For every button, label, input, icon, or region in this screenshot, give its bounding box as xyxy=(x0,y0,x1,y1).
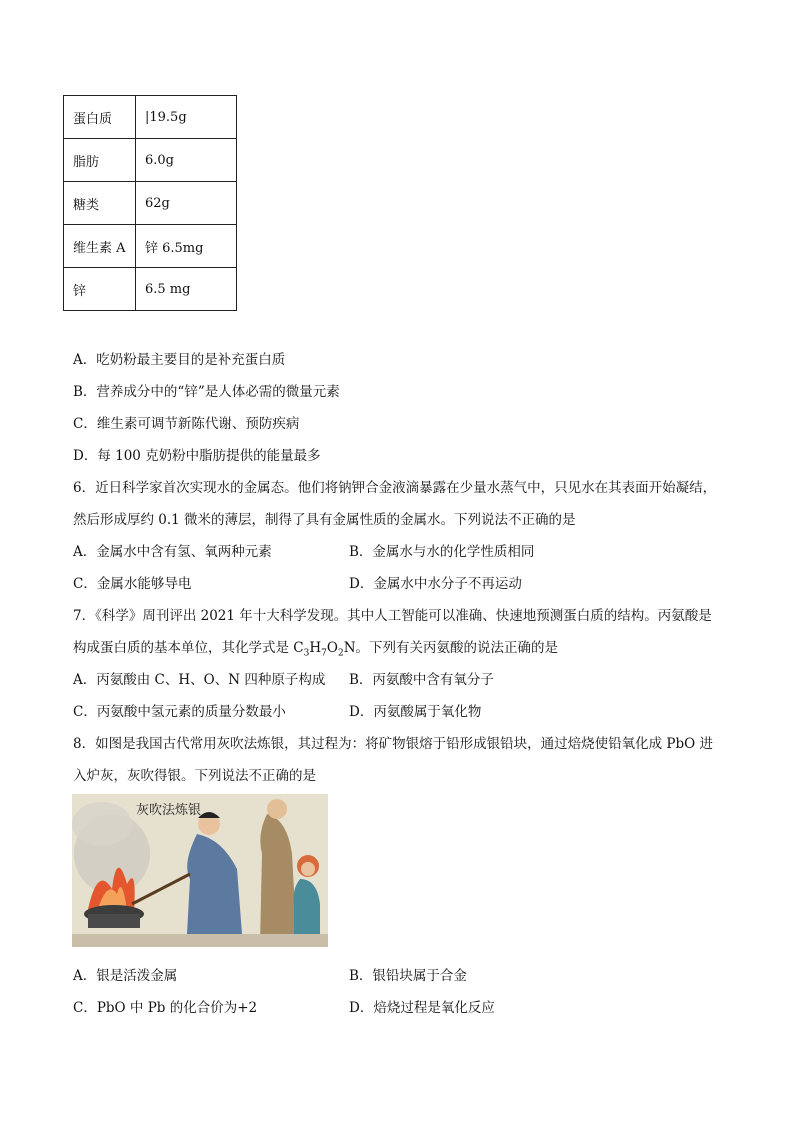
formula-sub-7: 7 xyxy=(321,648,327,659)
q6-option-c: C．金属水能够导电 xyxy=(73,576,192,592)
table-row xyxy=(64,268,237,311)
table-row xyxy=(64,139,237,182)
table-cell-value: 锌 6.5mg xyxy=(136,225,237,268)
table-cell-name: 维生素 A xyxy=(64,225,136,268)
q5-option-a: A．吃奶粉最主要目的是补充蛋白质 xyxy=(73,352,286,368)
table-row xyxy=(64,225,237,268)
figure-caption: 灰吹法炼银 xyxy=(136,803,202,818)
table-cell-value: 6.5 mg xyxy=(136,268,237,311)
q6-stem-line1: 6．近日科学家首次实现水的金属态。他们将钠钾合金液滴暴露在少量水蒸气中，只见水在其表面开始凝结， xyxy=(73,480,717,496)
q6-option-a: A．金属水中含有氢、氧两种元素 xyxy=(73,544,272,560)
q7-stem-text: 构成蛋白质的基本单位，其化学式是 xyxy=(73,640,294,656)
table-cell-name: 锌 xyxy=(64,268,136,311)
q7-stem-line1: 7．《科学》周刊评出 2021 年十大科学发现。其中人工智能可以准确、快速地预测蛋白质的结构。丙氨酸是 xyxy=(73,608,712,624)
formula-c: C xyxy=(293,640,304,656)
q5-option-c: C．维生素可调节新陈代谢、预防疾病 xyxy=(73,416,300,432)
q8-option-d: D．焙烧过程是氧化反应 xyxy=(349,1000,495,1016)
q5-option-b: B．营养成分中的“锌”是人体必需的微量元素 xyxy=(73,384,340,400)
q7-stem-tail: 。下列有关丙氨酸的说法正确的是 xyxy=(355,640,559,656)
q7-stem-line2 xyxy=(73,636,558,659)
q6-option-b: B．金属水与水的化学性质相同 xyxy=(349,544,535,560)
q6-stem-line2: 然后形成厚约 0.1 微米的薄层，制得了具有金属性质的金属水。下列说法不正确的是 xyxy=(73,512,576,528)
silver-refining-illustration xyxy=(72,794,328,947)
q8-option-c: C．PbO 中 Pb 的化合价为+2 xyxy=(73,1000,258,1016)
q7-option-a: A．丙氨酸由 C、H、O、N 四种原子构成 xyxy=(73,672,326,688)
q8-option-b: B．银铅块属于合金 xyxy=(349,968,467,984)
q6-option-d: D．金属水中水分子不再运动 xyxy=(349,576,522,592)
q7-option-b: B．丙氨酸中含有氧分子 xyxy=(349,672,494,688)
formula-o: O xyxy=(326,640,338,656)
q7-option-c: C．丙氨酸中氢元素的质量分数最小 xyxy=(73,704,286,720)
formula-sub-3: 3 xyxy=(303,648,310,659)
table-cell-name: 蛋白质 xyxy=(64,96,136,139)
table-cell-value: |19.5g xyxy=(136,96,237,139)
table-cell-value: 62g xyxy=(136,182,237,225)
nutrition-table xyxy=(63,95,237,311)
table-cell-name: 脂肪 xyxy=(64,139,136,182)
q8-option-a: A．银是活泼金属 xyxy=(73,968,178,984)
q8-stem-line2: 入炉灰，灰吹得银。下列说法不正确的是 xyxy=(73,768,316,784)
table-cell-value: 6.0g xyxy=(136,139,237,182)
q8-stem-line1: 8．如图是我国古代常用灰吹法炼银，其过程为：将矿物银熔于铅形成银铅块，通过焙烧使铅氧化成 PbO 进 xyxy=(73,736,713,752)
formula-n: N xyxy=(343,640,356,656)
q5-option-d: D．每 100 克奶粉中脂肪提供的能量最多 xyxy=(73,448,321,464)
table-cell-name: 糖类 xyxy=(64,182,136,225)
table-row xyxy=(64,96,237,139)
table-row xyxy=(64,182,237,225)
formula-sub-2: 2 xyxy=(337,648,344,659)
q7-option-d: D．丙氨酸属于氧化物 xyxy=(349,704,482,720)
formula-h: H xyxy=(309,640,322,656)
